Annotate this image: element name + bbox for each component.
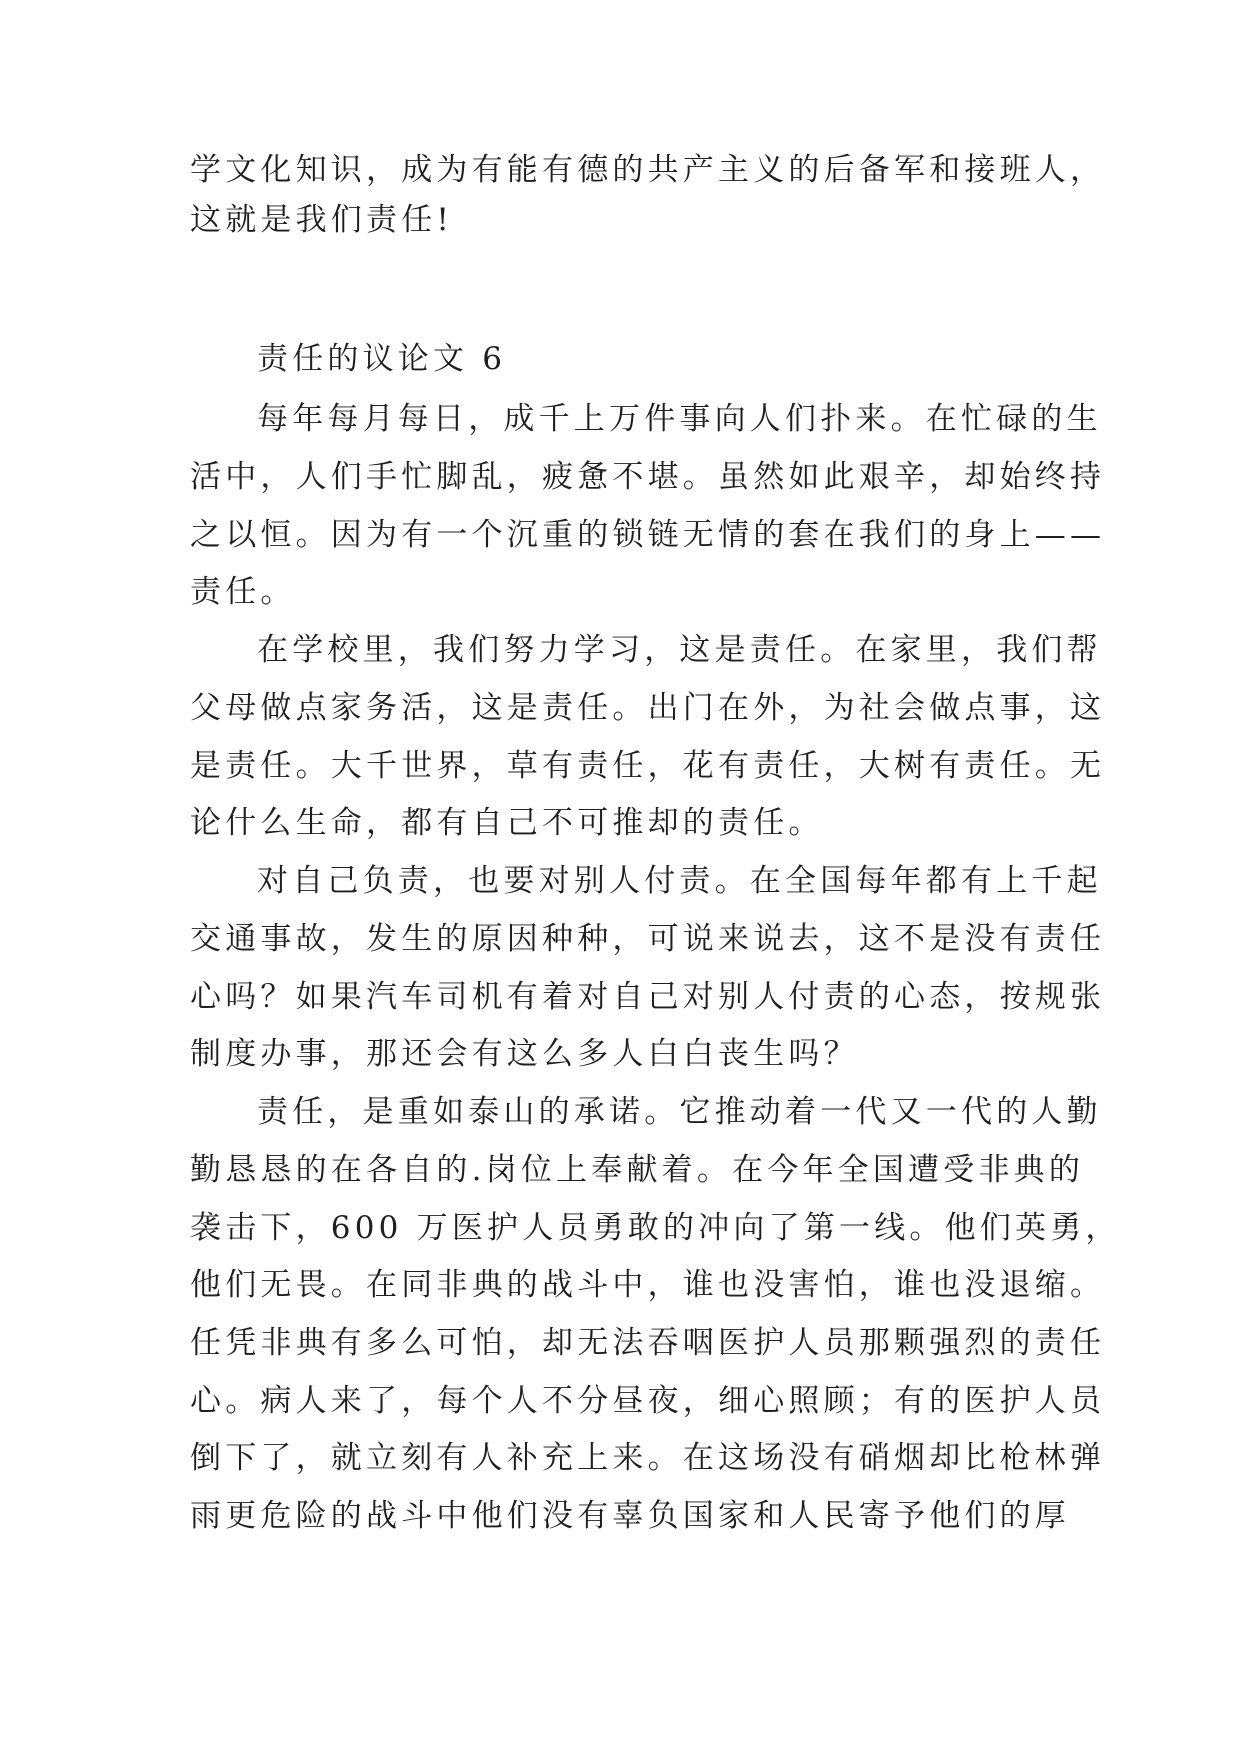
section-heading: 责任的议论文 6 xyxy=(257,341,507,377)
text-line: 责任。 xyxy=(190,574,296,610)
text-line: 心。病人来了，每个人不分昼夜，细心照顾；有的医护人员 xyxy=(190,1383,1106,1419)
text-line: 在学校里，我们努力学习，这是责任。在家里，我们帮 xyxy=(257,632,1102,668)
text-line: 之以恒。因为有一个沉重的锁链无情的套在我们的身上—— xyxy=(190,517,1106,553)
text-line: 每年每月每日，成千上万件事向人们扑来。在忙碌的生 xyxy=(257,401,1102,437)
text-line: 心吗？如果汽车司机有着对自己对别人付责的心态，按规张 xyxy=(190,979,1106,1015)
text-line: 制度办事，那还会有这么多人白白丧生吗？ xyxy=(190,1036,859,1072)
text-line: 责任，是重如泰山的承诺。它推动着一代又一代的人勤 xyxy=(257,1094,1102,1130)
text-line: 论什么生命，都有自己不可推却的责任。 xyxy=(190,805,824,841)
text-line: 活中，人们手忙脚乱，疲惫不堪。虽然如此艰辛，却始终持 xyxy=(190,459,1106,495)
text-line: 袭击下，600 万医护人员勇敢的冲向了第一线。他们英勇， xyxy=(190,1210,1121,1246)
text-line: 这就是我们责任! xyxy=(190,202,454,238)
text-line: 任凭非典有多么可怕，却无法吞咽医护人员那颗强烈的责任 xyxy=(190,1325,1106,1361)
text-line: 是责任。大千世界，草有责任，花有责任，大树有责任。无 xyxy=(190,748,1106,784)
text-line: 交通事故，发生的原因种种，可说来说去，这不是没有责任 xyxy=(190,921,1106,957)
text-line: 倒下了，就立刻有人补充上来。在这场没有硝烟却比枪林弹 xyxy=(190,1440,1106,1476)
text-line: 对自己负责，也要对别人付责。在全国每年都有上千起 xyxy=(257,863,1102,899)
text-line: 学文化知识，成为有能有德的共产主义的后备军和接班人， xyxy=(190,152,1106,188)
text-line: 他们无畏。在同非典的战斗中，谁也没害怕，谁也没退缩。 xyxy=(190,1267,1106,1303)
text-line: 父母做点家务活，这是责任。出门在外，为社会做点事，这 xyxy=(190,690,1106,726)
text-line: 雨更危险的战斗中他们没有辜负国家和人民寄予他们的厚 xyxy=(190,1498,1070,1534)
text-line: 勤恳恳的在各自的.岗位上奉献着。在今年全国遭受非典的 xyxy=(190,1152,1085,1188)
